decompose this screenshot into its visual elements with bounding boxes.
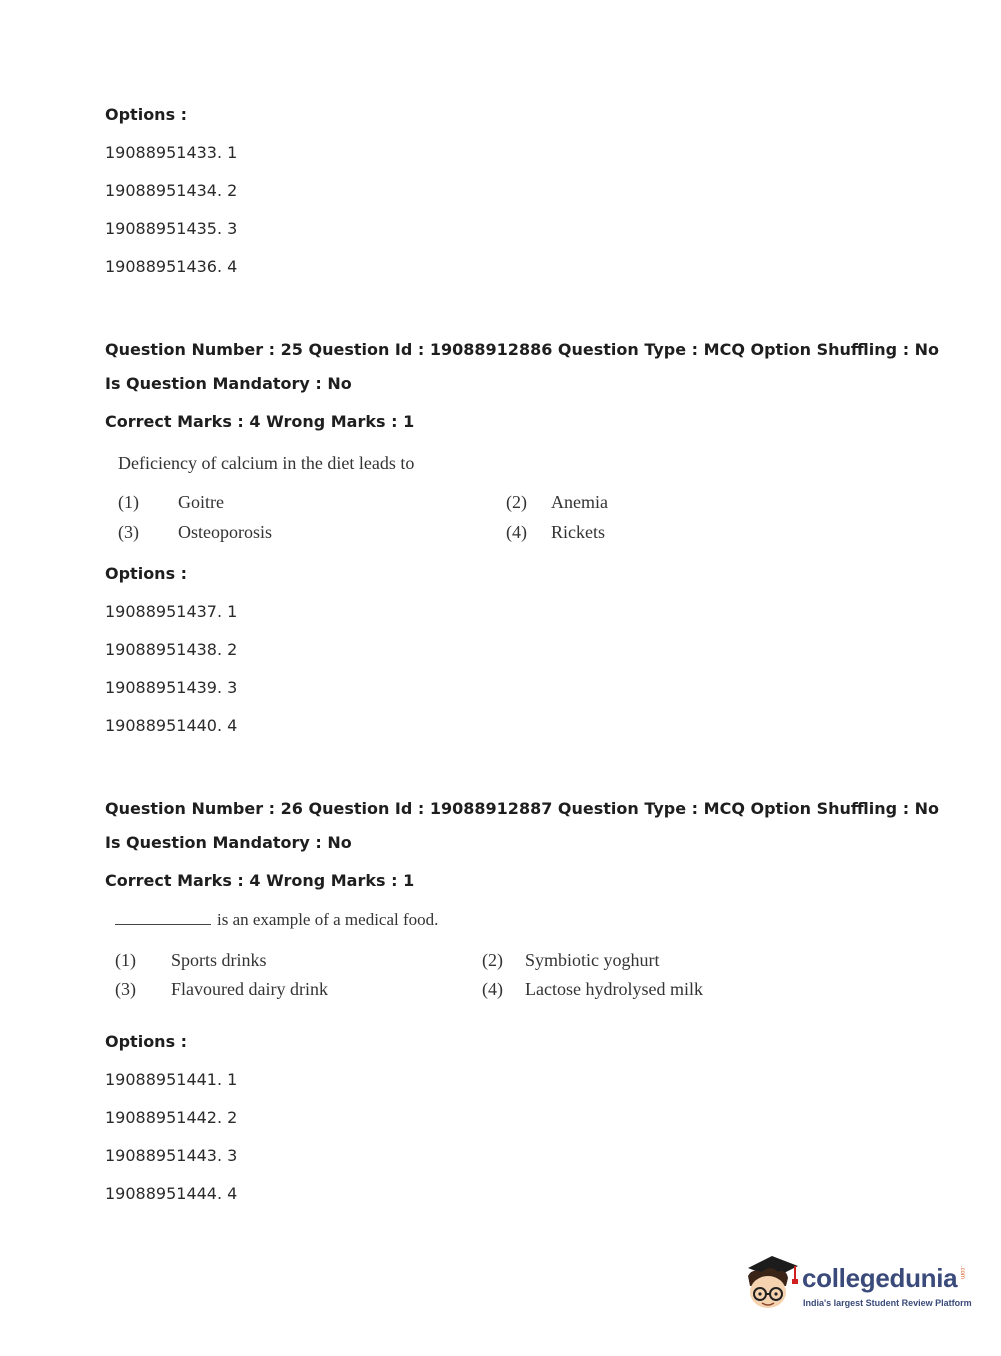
option-item: 19088951444. 4 [105,1184,238,1203]
option-item: 19088951436. 4 [105,257,238,276]
choice-text: Osteoporosis [178,522,272,542]
choice-number: (1) [118,492,139,512]
option-item: 19088951443. 3 [105,1146,238,1165]
question-meta: Question Number : 25 Question Id : 19088912886 Question Type : MCQ Option Shuffling : No [105,340,940,359]
option-item: 19088951442. 2 [105,1108,238,1127]
choice-number: (1) [115,950,136,970]
option-item: 19088951434. 2 [105,181,238,200]
option-item: 19088951438. 2 [105,640,238,659]
option-item: 19088951441. 1 [105,1070,238,1089]
question-text: is an example of a medical food. [217,910,439,929]
choice-number: (2) [506,492,527,512]
choice-text: Goitre [178,492,224,512]
logo-wordmark: collegedunia [802,1263,958,1293]
choice-number: (2) [482,950,503,970]
fill-in-blank [115,910,211,925]
option-item: 19088951439. 3 [105,678,238,697]
question-marks: Correct Marks : 4 Wrong Marks : 1 [105,871,415,890]
choice-text: Lactose hydrolysed milk [525,979,703,999]
logo-tagline: India's largest Student Review Platform [803,1298,972,1308]
options-heading: Options : [105,1032,188,1051]
option-item: 19088951437. 1 [105,602,238,621]
question-text: Deficiency of calcium in the diet leads to [118,453,415,473]
choice-number: (3) [115,979,136,999]
choice-text: Sports drinks [171,950,267,970]
option-item: 19088951435. 3 [105,219,238,238]
choice-number: (3) [118,522,139,542]
choice-number: (4) [482,979,503,999]
option-item: 19088951440. 4 [105,716,238,735]
choice-text: Flavoured dairy drink [171,979,328,999]
question-marks: Correct Marks : 4 Wrong Marks : 1 [105,412,415,431]
question-meta: Question Number : 26 Question Id : 19088912887 Question Type : MCQ Option Shuffling : No [105,799,940,818]
choice-text: Rickets [551,522,605,542]
option-item: 19088951433. 1 [105,143,238,162]
question-mandatory: Is Question Mandatory : No [105,833,352,852]
options-heading: Options : [105,564,188,583]
collegedunia-logo [742,1250,972,1320]
choice-text: Symbiotic yoghurt [525,950,660,970]
mascot-icon [742,1250,802,1316]
choice-text: Anemia [551,492,608,512]
question-mandatory: Is Question Mandatory : No [105,374,352,393]
choice-number: (4) [506,522,527,542]
logo-suffix: .com [959,1266,965,1280]
question-text-row [115,910,438,930]
options-heading: Options : [105,105,188,124]
